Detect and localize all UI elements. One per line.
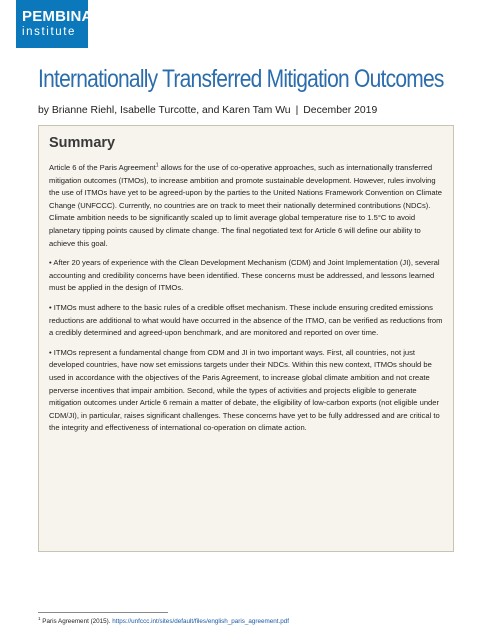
summary-heading: Summary bbox=[49, 135, 116, 151]
logo-subtitle: institute bbox=[22, 26, 77, 38]
footnote-text: Paris Agreement (2015). bbox=[40, 618, 113, 625]
summary-bullet-fundamental-change: • ITMOs represent a fundamental change from CDM and JI in two important ways. First, all countries, not just developed countries, have now set emissions targets under their NDCs. Within this new context, ITMOs should be used in accordance with the objectives of the Paris Agreement, to increase global climate ambition and not create perverse incentives that impair ambition. Second, while the types of activities and projects eligible to generate mitigation outcomes under Article 6 remain a matter of debate, the eligibility of low-carbon exports (not eligible under CDM/JI), in particular, raises significant challenges. These concerns have yet to be fully addressed and are critical to the integrity and effectiveness of international co-operation on climate action. bbox=[49, 347, 440, 433]
footnote-reference[interactable]: 1 bbox=[155, 162, 159, 169]
publication-date: December 2019 bbox=[303, 105, 378, 116]
footnote bbox=[38, 615, 290, 625]
summary-box bbox=[38, 125, 454, 552]
footnote-divider bbox=[38, 612, 168, 613]
summary-bullet-offset-rules: • ITMOs must adhere to the basic rules of a credible offset mechanism. These include ensuring credited emissions reductions are additional to what would have occurred in the absence of the ITMO, can be verified as reductions from a credibly determined and agreed-upon benchmark, and are monitored and reported on over time. bbox=[49, 302, 443, 338]
authors: by Brianne Riehl, Isabelle Turcotte, and Karen Tam Wu bbox=[38, 105, 291, 116]
summary-intro-paragraph bbox=[49, 162, 443, 250]
page-title: Internationally Transferred Mitigation Outcomes bbox=[38, 65, 444, 93]
intro-text-rest: allows for the use of co-operative approaches, such as internationally transferred mitigation outcomes (ITMOs), to increase ambition and promote sustainable development. However, rules involving the use of ITMOs have yet to be agreed-upon by the parties to the United Nations Framework Convention on Climate Change (UNFCCC). Currently, no countries are on track to meet their nationally determined contributions (NDCs). Climate ambition needs to be significantly scaled up to limit average global temperature rise to 1.5°C to avoid planetary tipping points caused by climate change. The final negotiated text for Article 6 will define our ability to achieve this goal. bbox=[49, 163, 442, 248]
footnote-link[interactable]: https://unfccc.int/sites/default/files/english_paris_agreement.pdf bbox=[112, 618, 290, 625]
footnote-number: 1 bbox=[38, 615, 41, 621]
logo-wordmark: PEMBINA bbox=[22, 8, 93, 25]
byline bbox=[38, 104, 458, 117]
summary-bullet-cdm-experience: • After 20 years of experience with the Clean Development Mechanism (CDM) and Joint Implementation (JI), several accounting and credibility concerns have been identified. These concerns must be addressed, and lessons learned must be applied in the design of ITMOs. bbox=[49, 258, 440, 293]
pembina-logo bbox=[16, 0, 93, 48]
byline-separator: | bbox=[295, 105, 299, 116]
intro-text-start: Article 6 of the Paris Agreement bbox=[49, 163, 156, 172]
